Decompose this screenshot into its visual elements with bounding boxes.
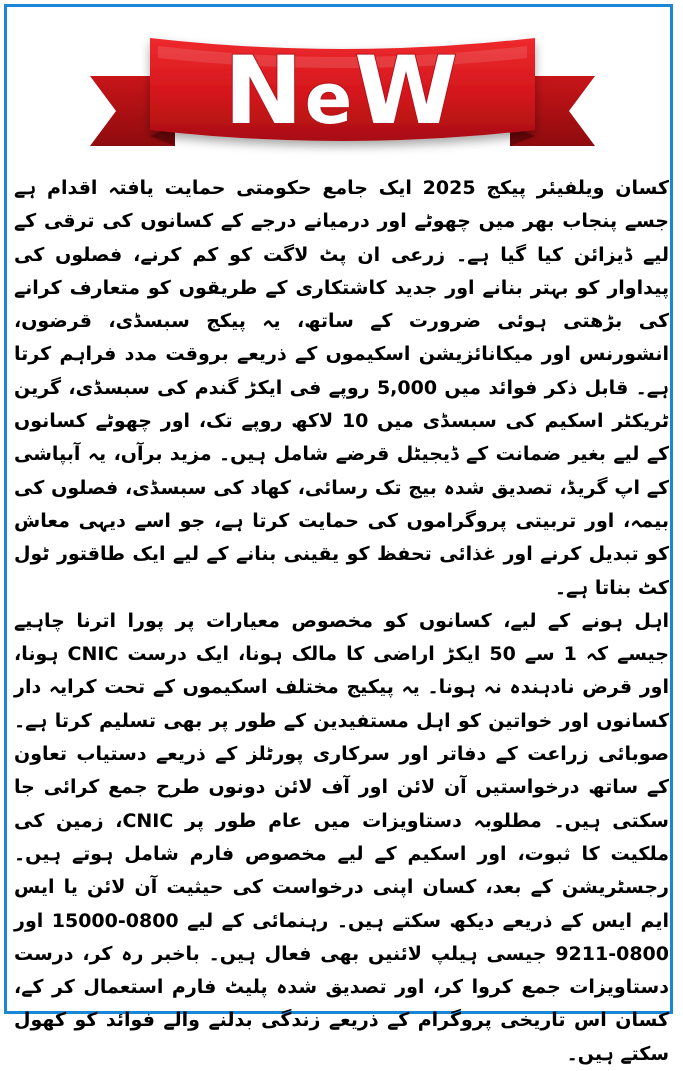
new-ribbon-banner bbox=[80, 18, 605, 168]
paragraph-overview: کسان ویلفیئر پیکج 2025 ایک جامع حکومتی حمایت یافتہ اقدام ہے جسے پنجاب بھر میں چھوٹے اور درمیانے درجے کے کسانوں کی ترقی کے لیے ڈیزائن کیا گیا ہے۔ زرعی ان پٹ لاگت کو کم کرنے، فصلوں کی پیداوار کو بہتر بنانے اور جدید کاشتکاری کے طریقوں کو متعارف کرانے کی بڑھتی ہوئی ضرورت کے ساتھ، یہ پیکج سبسڈی، قرضوں، انشورنس اور میکانائزیشن اسکیموں کے ذریعے بروقت مدد فراہم کرتا ہے۔ قابل ذکر فوائد میں 5,000 روپے فی ایکڑ گندم کی سبسڈی، گرین ٹریکٹر اسکیم کی سبسڈی میں 10 لاکھ روپے تک، اور چھوٹے کسانوں کے لیے بغیر ضمانت کے ڈیجیٹل قرضے شامل ہیں۔ مزید برآں، یہ آبپاشی کے اپ گریڈ، تصدیق شدہ بیج تک رسائی، کھاد کی سبسڈی، فصلوں کی بیمہ، اور تربیتی پروگراموں کی حمایت کرتا ہے، جو اسے دیہی معاش کو تبدیل کرنے اور غذائی تحفظ کو یقینی بنانے کے لیے ایک طاقتور ٹول کٹ بناتا ہے۔ bbox=[14, 177, 669, 599]
paragraph-eligibility: اہل ہونے کے لیے، کسانوں کو مخصوص معیارات پر پورا اترنا چاہیے جیسے کہ 1 سے 50 ایکڑ اراضی کا مالک ہونا، ایک درست CNIC ہونا، اور قرض نادہندہ نہ ہونا۔ یہ پیکیج مختلف اسکیموں کے تحت کرایہ دار کسانوں اور خواتین کو اہل مستفیدین کے طور پر بھی تسلیم کرتا ہے۔ صوبائی زراعت کے دفاتر اور سرکاری پورٹلز کے ذریعے دستیاب تعاون کے ساتھ درخواستیں آن لائن اور آف لائن دونوں طرح جمع کرائی جا سکتی ہیں۔ مطلوبہ دستاویزات میں عام طور پر CNIC، زمین کی ملکیت کا ثبوت، اور اسکیم کے لیے مخصوص فارم شامل ہوتے ہیں۔ رجسٹریشن کے بعد، کسان اپنی درخواست کی حیثیت آن لائن یا ایس ایم ایس کے ذریعے دیکھ سکتے ہیں۔ رہنمائی کے لیے 0800-15000 اور 0800-9211 جیسی ہیلپ لائنیں بھی فعال ہیں۔ باخبر رہ کر، درست دستاویزات جمع کروا کر، اور تصدیق شدہ پلیٹ فارم استعمال کر کے، کسان اس تاریخی پروگرام کے ذریعے زندگی بدلنے والے فوائد کو کھول سکتے ہیں۔ bbox=[14, 609, 669, 1065]
article-body bbox=[14, 172, 669, 1071]
banner-new-text: NeW bbox=[224, 37, 460, 146]
